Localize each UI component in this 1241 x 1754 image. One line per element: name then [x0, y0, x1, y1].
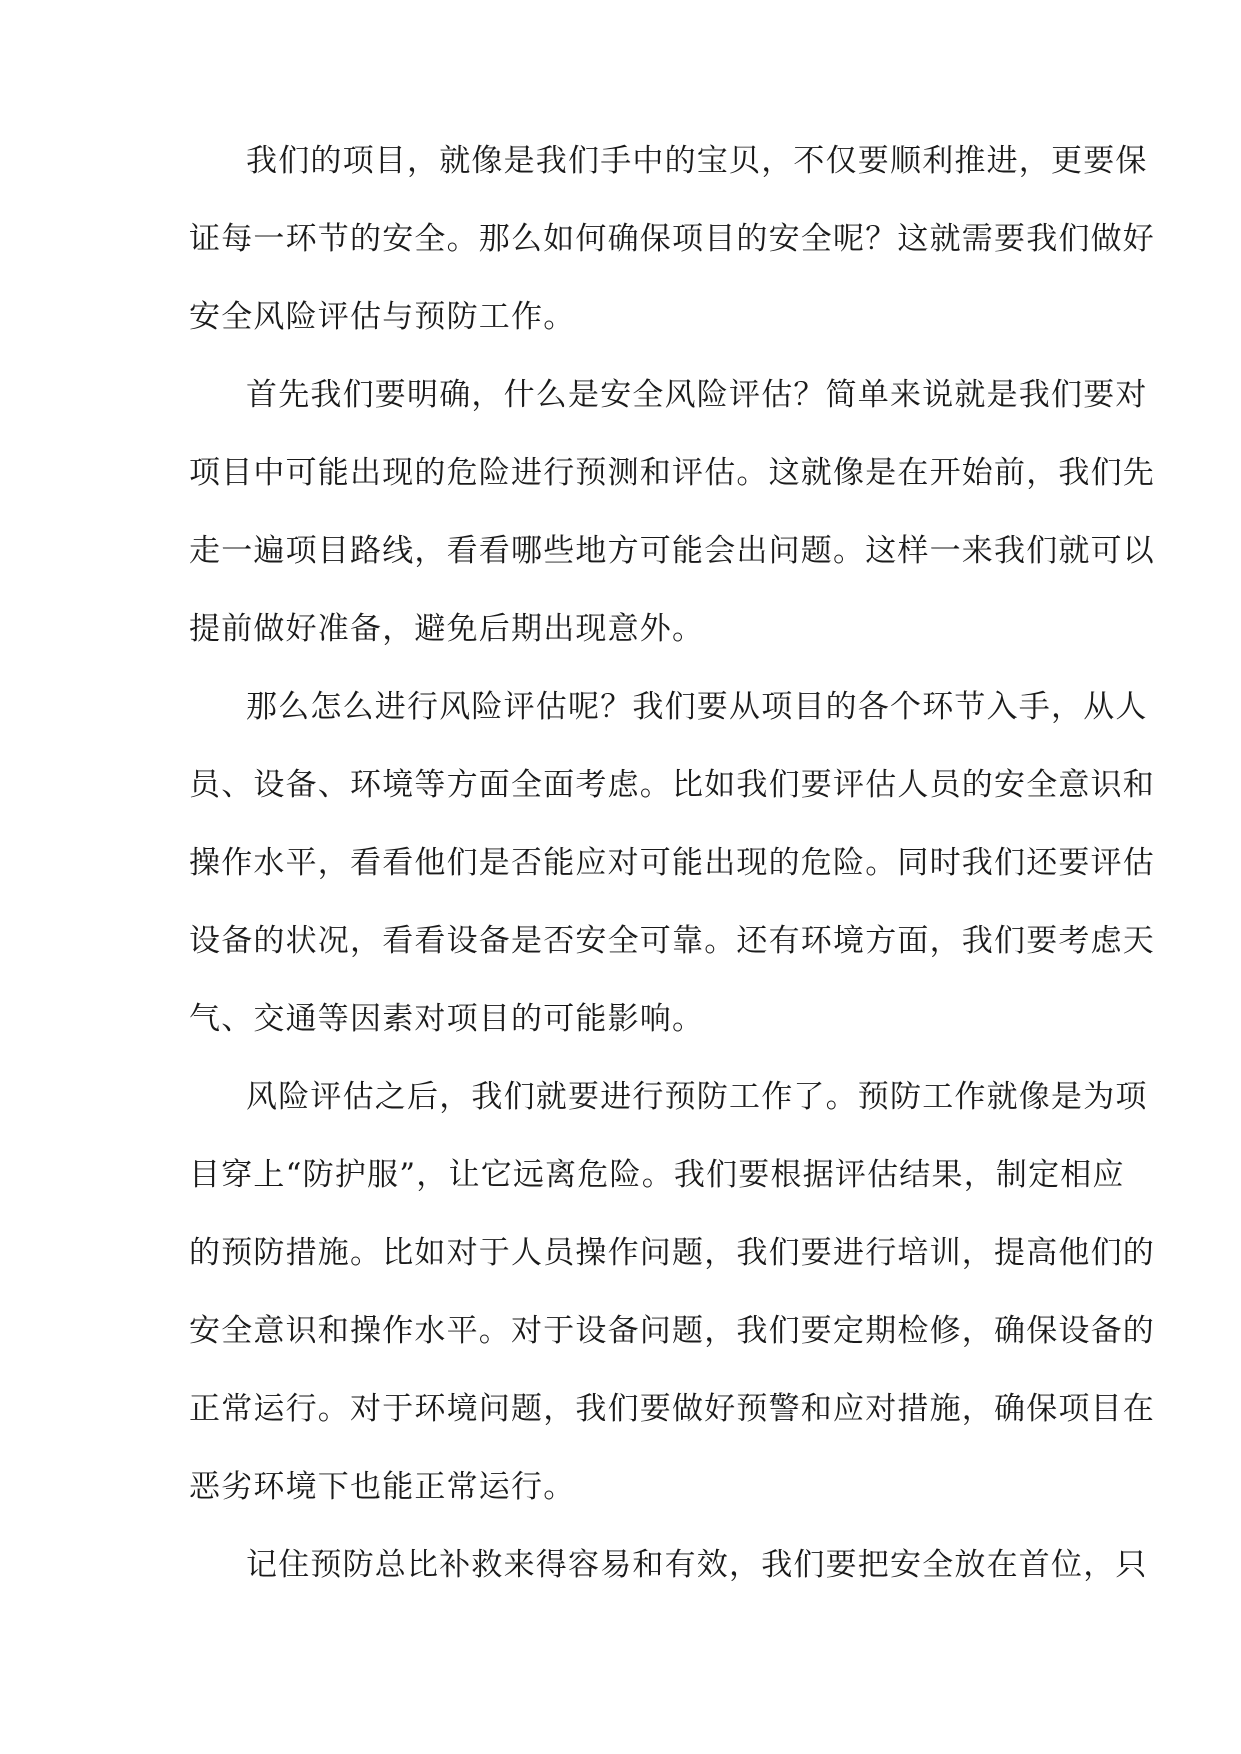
text-line: 安全意识和操作水平。对于设备问题，我们要定期检修，确保设备的 [189, 1313, 1155, 1349]
text-line: 记住预防总比补救来得容易和有效，我们要把安全放在首位，只 [246, 1547, 1148, 1583]
text-line: 操作水平，看看他们是否能应对可能出现的危险。同时我们还要评估 [189, 845, 1155, 881]
text-line: 目穿上“防护服”，让它远离危险。我们要根据评估结果，制定相应 [189, 1157, 1125, 1193]
text-line: 设备的状况，看看设备是否安全可靠。还有环境方面，我们要考虑天 [189, 923, 1155, 959]
text-line: 的预防措施。比如对于人员操作问题，我们要进行培训，提高他们的 [189, 1235, 1155, 1271]
text-line: 我们的项目，就像是我们手中的宝贝，不仅要顺利推进，更要保 [246, 143, 1148, 179]
text-line: 气、交通等因素对项目的可能影响。 [189, 1001, 705, 1037]
text-line: 证每一环节的安全。那么如何确保项目的安全呢？这就需要我们做好 [189, 221, 1155, 257]
text-line: 首先我们要明确，什么是安全风险评估？简单来说就是我们要对 [246, 377, 1148, 413]
text-line: 恶劣环境下也能正常运行。 [189, 1469, 576, 1505]
text-line: 走一遍项目路线，看看哪些地方可能会出问题。这样一来我们就可以 [189, 533, 1155, 569]
text-line: 提前做好准备，避免后期出现意外。 [189, 611, 705, 647]
text-line: 那么怎么进行风险评估呢？我们要从项目的各个环节入手，从人 [246, 689, 1148, 725]
text-line: 项目中可能出现的危险进行预测和评估。这就像是在开始前，我们先 [189, 455, 1155, 491]
text-line: 员、设备、环境等方面全面考虑。比如我们要评估人员的安全意识和 [189, 767, 1155, 803]
text-line: 风险评估之后，我们就要进行预防工作了。预防工作就像是为项 [246, 1079, 1148, 1115]
text-line: 安全风险评估与预防工作。 [189, 299, 576, 335]
text-line: 正常运行。对于环境问题，我们要做好预警和应对措施，确保项目在 [189, 1391, 1155, 1427]
